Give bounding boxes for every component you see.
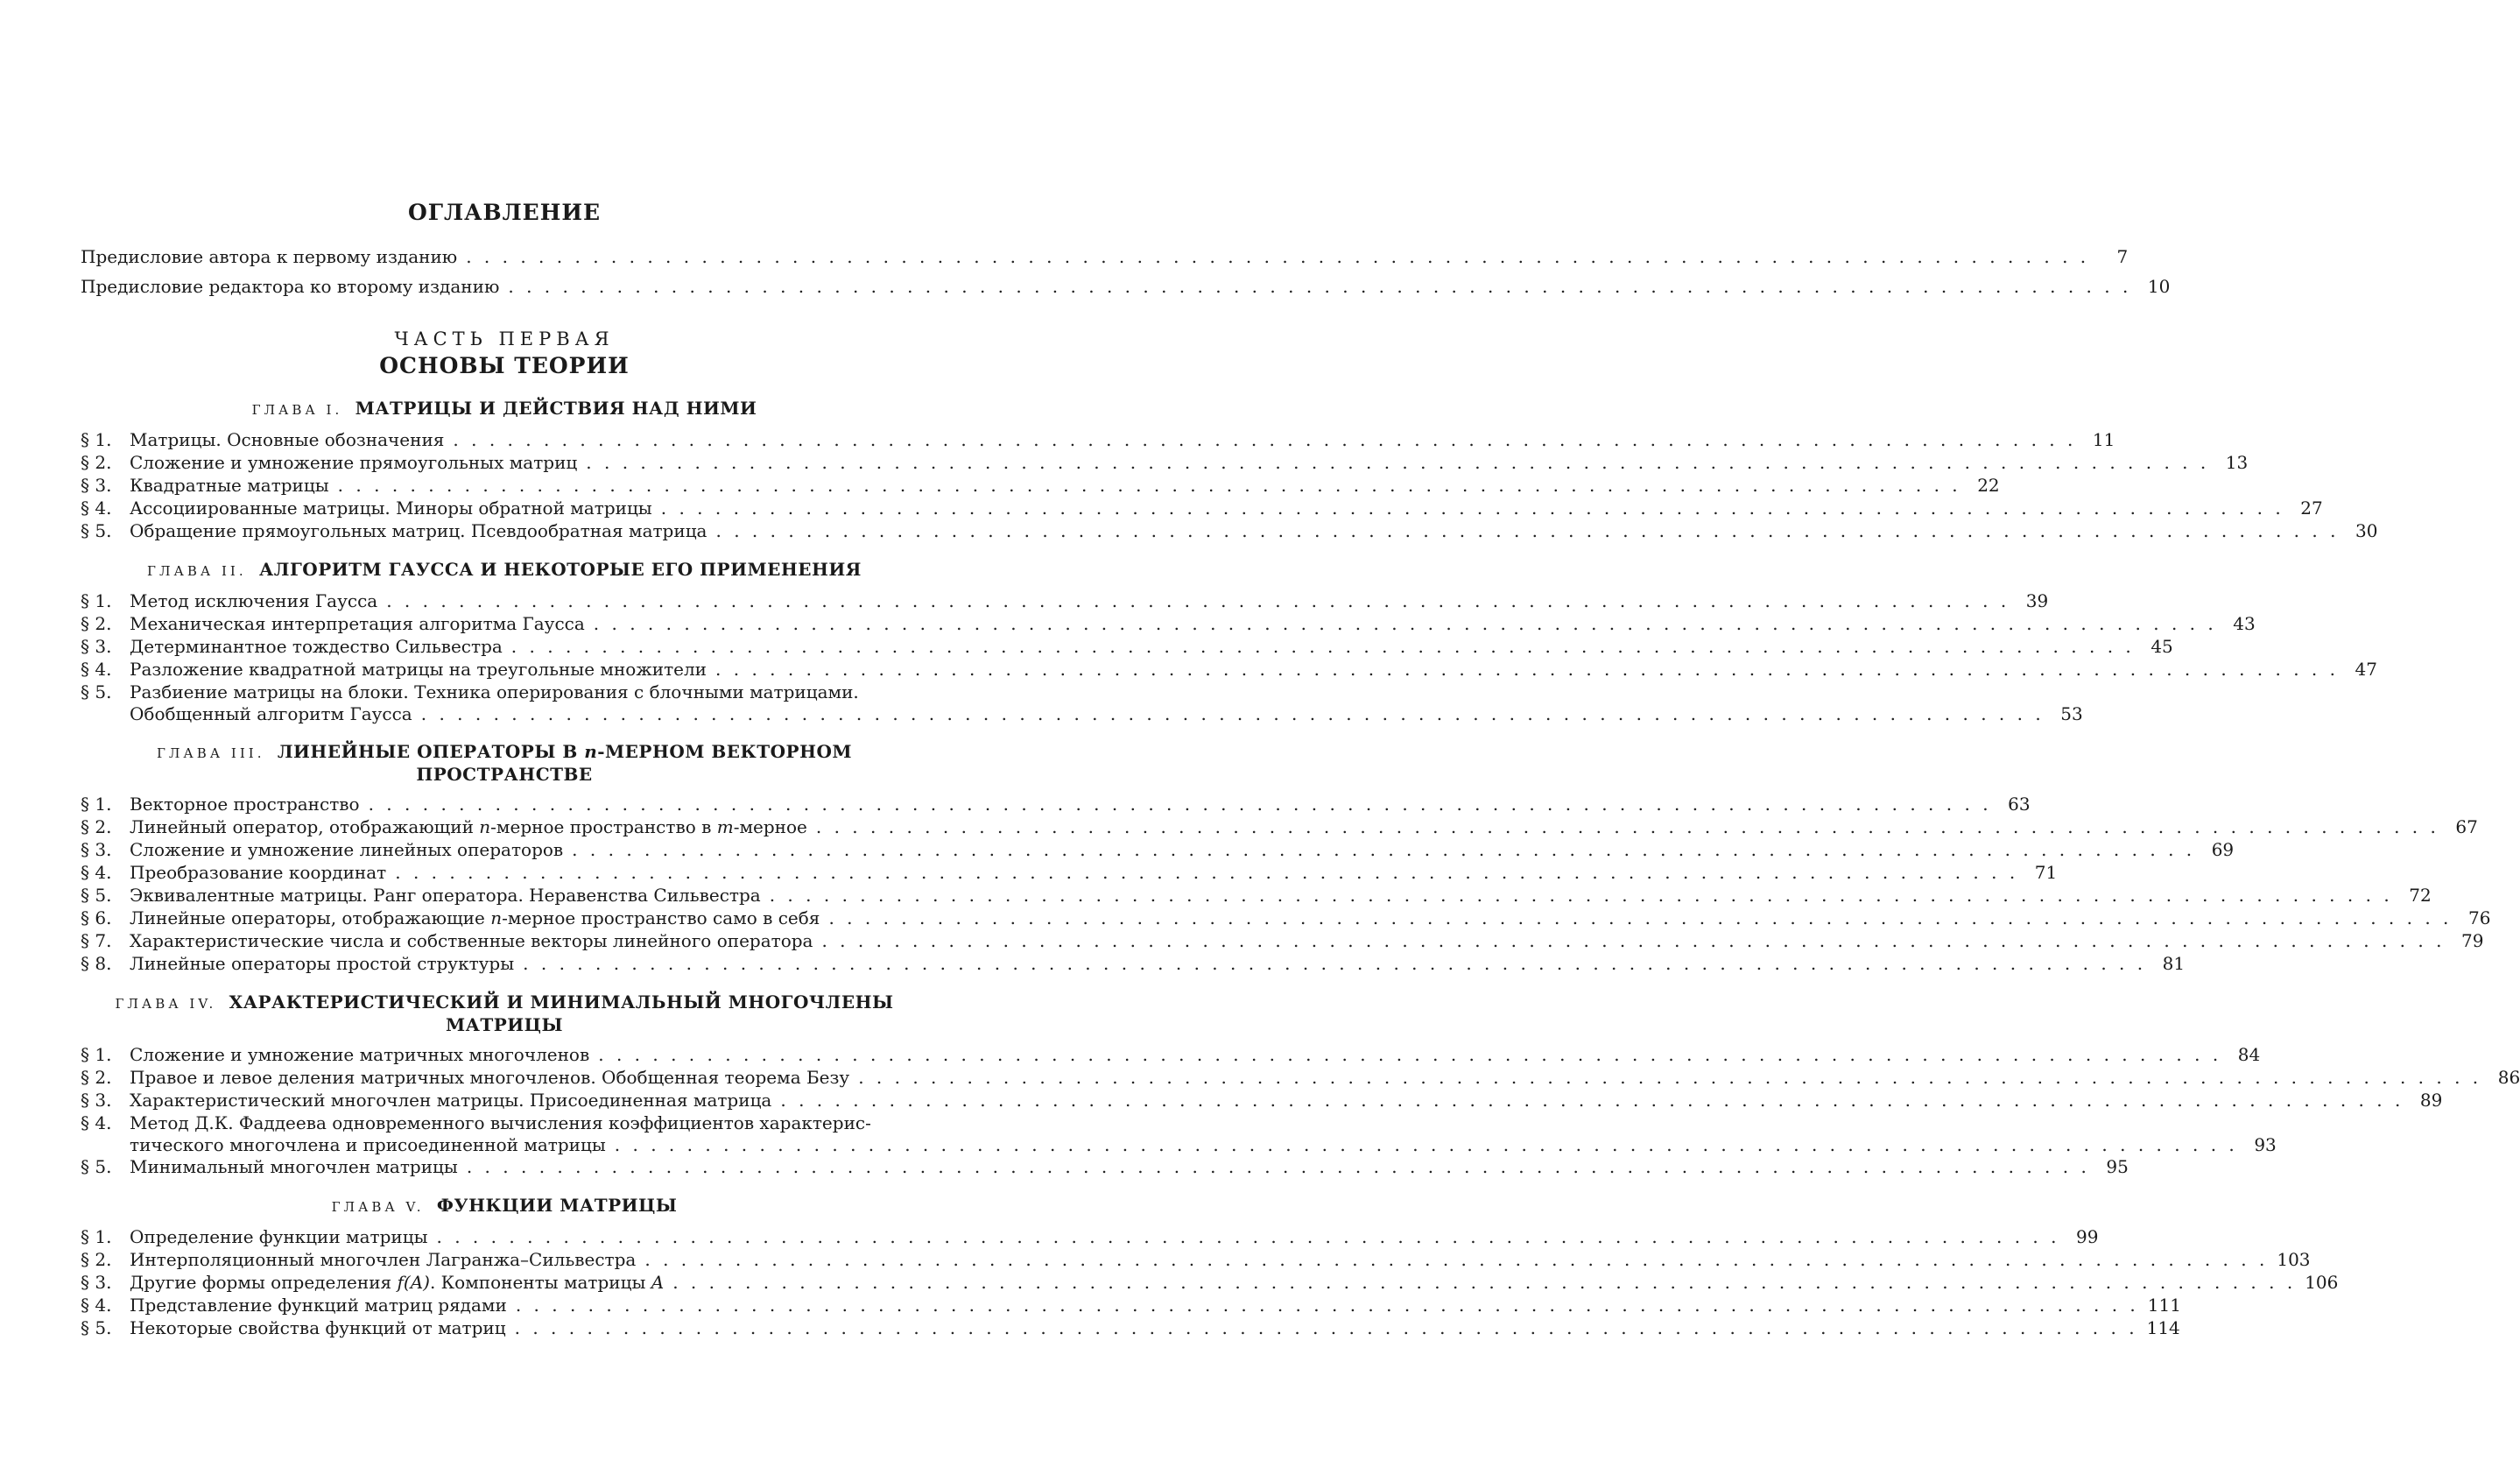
toc-entry[interactable] [81,816,2478,839]
leader-dots [466,246,2089,268]
leader-dots [672,1272,2296,1294]
leader-dots [816,816,2439,838]
entry-title: Метод Д.К. Фаддеева одновременного вычисления коэффициентов характерис- [130,1112,871,1133]
entry-title [130,816,807,838]
entry-title [130,907,820,929]
section-number: § 5. [81,1317,112,1338]
leader-dots [453,429,2076,451]
toc-entry[interactable] [81,475,2000,498]
page-number: 99 [2076,1226,2099,1247]
leader-dots [615,1134,2238,1156]
chapter-title [278,741,852,762]
page-number: 43 [2233,613,2256,634]
part-kicker: ЧАСТЬ ПЕРВАЯ [394,328,615,349]
toc-entry[interactable] [81,907,2491,930]
leader-dots [770,885,2393,907]
leader-dots [508,276,2131,298]
section-number: § 8. [81,953,112,974]
leader-dots [715,520,2339,542]
leader-dots [572,839,2195,861]
toc-entry[interactable] [81,1272,2339,1295]
page-number: 86 [2497,1067,2520,1088]
entry-title: Детерминантное тождество Сильвестра [130,636,503,657]
entry-title: Механическая интерпретация алгоритма Гаусса [130,613,585,634]
page-number: 89 [2419,1090,2443,1111]
section-number: § 5. [81,520,112,541]
entry-title: Сложение и умножение прямоугольных матриц [130,452,578,473]
entry-title: Характеристические числа и собственные векторы линейного оператора [130,930,813,951]
entry-title: Преобразование координат [130,862,387,883]
section-number: § 3. [81,1272,112,1293]
page-number: 93 [2254,1134,2277,1155]
page-number: 81 [2162,953,2186,974]
chapter-heading-4 [81,992,928,1035]
section-number: § 2. [81,816,112,837]
chapter-heading-2 [81,559,928,582]
math-variable: n [479,816,491,837]
toc-entry[interactable] [81,839,2235,862]
leader-dots [661,498,2284,519]
page-number: 10 [2147,276,2171,297]
leader-dots [395,862,2018,884]
page-number: 67 [2455,816,2478,837]
math-variable: m [716,816,734,837]
section-number: § 5. [81,681,112,702]
leader-dots [516,1295,2139,1316]
page-number: 53 [2060,703,2083,724]
section-number: § 6. [81,907,112,928]
section-number: § 1. [81,1044,112,1065]
toc-entry[interactable] [81,862,2058,885]
toc-entry[interactable] [81,953,2186,976]
math-variable: n [584,741,598,762]
entry-title: Правое и левое деления матричных многочленов. Обобщенная теорема Безу [130,1067,850,1088]
toc-entry[interactable] [81,1249,2311,1272]
section-number: § 4. [81,862,112,883]
entry-title: Ассоциированные матрицы. Миноры обратной матрицы [130,498,652,519]
toc-entry[interactable] [81,1156,2129,1179]
chapter-kicker: ГЛАВА IV. [115,996,217,1012]
entry-title: Некоторые свойства функций от матриц [130,1317,506,1338]
toc-entry[interactable] [81,636,2173,659]
toc-entry[interactable] [81,613,2256,636]
leader-dots [598,1044,2221,1066]
entry-title-part: -мерное [733,816,807,837]
entry-title-continued: тического многочлена и присоединенной матрицы [130,1134,606,1155]
toc-entry[interactable] [81,1112,2277,1156]
chapter-kicker: ГЛАВА I. [251,402,343,418]
page-number: 103 [2277,1249,2311,1270]
entry-title: Векторное пространство [130,794,360,815]
entry-title [130,1272,664,1294]
part-title: ОСНОВЫ ТЕОРИИ [379,353,630,378]
section-number: § 1. [81,429,112,450]
section-number: § 3. [81,1090,112,1111]
entry-title: Разбиение матрицы на блоки. Техника оперирования с блочными матрицами. [130,681,859,702]
chapter-kicker: ГЛАВА II. [147,563,247,579]
leader-dots [338,475,1961,497]
toc-entry[interactable] [81,1226,2099,1249]
toc-entry[interactable] [81,659,2377,681]
page-number: 7 [2116,246,2129,267]
page-number: 30 [2355,520,2378,541]
entry-title: Сложение и умножение матричных многочленов [130,1044,590,1065]
section-number: § 3. [81,475,112,496]
section-number: § 5. [81,1156,112,1177]
chapter-title-part: -МЕРНОМ ВЕКТОРНОМ [597,741,853,762]
entry-title-continued: Обобщенный алгоритм Гаусса [130,703,412,724]
page-number: 13 [2225,452,2249,473]
section-number: § 5. [81,885,112,906]
toc-entry[interactable] [81,794,2031,816]
page-number: 76 [2467,907,2491,928]
section-number: § 1. [81,590,112,611]
chapter-title: МАТРИЦЫ И ДЕЙСТВИЯ НАД НИМИ [355,398,757,419]
entry-title-part: -мерное пространство само в себя [502,907,820,928]
page-number: 63 [2008,794,2031,815]
entry-title: Эквивалентные матрицы. Ранг оператора. Неравенства Сильвестра [130,885,761,906]
leader-dots [421,703,2045,725]
chapter-title-part: ЛИНЕЙНЫЕ ОПЕРАТОРЫ В [277,741,585,762]
page-number: 45 [2150,636,2173,657]
toc-entry[interactable] [81,1090,2443,1112]
chapter-title: ХАРАКТЕРИСТИЧЕСКИЙ И МИНИМАЛЬНЫЙ МНОГОЧЛЕНЫ [229,992,894,1013]
section-number: § 7. [81,930,112,951]
page-number: 79 [2461,930,2484,951]
leader-dots [780,1090,2404,1112]
leader-dots [511,636,2135,658]
leader-dots [369,794,1992,815]
table-of-contents [81,200,2520,1340]
chapter-title: ФУНКЦИИ МАТРИЦЫ [436,1195,678,1216]
chapter-kicker: ГЛАВА V. [331,1199,425,1215]
entry-title-part: Линейные операторы, отображающие [130,907,491,928]
leader-dots [594,613,2217,635]
leader-dots [437,1226,2060,1248]
entry-title: Матрицы. Основные обозначения [130,429,445,450]
entry-title-part: Другие формы определения [130,1272,398,1293]
section-number: § 2. [81,613,112,634]
toc-entry[interactable] [81,1067,2520,1090]
page-number: 72 [2409,885,2432,906]
chapter-title-line2: ПРОСТРАНСТВЕ [416,764,593,785]
page-number: 71 [2034,862,2058,883]
math-variable: A [651,1272,665,1293]
section-number: § 1. [81,794,112,815]
section-number: § 4. [81,1112,112,1133]
page-number: 11 [2092,429,2115,450]
entry-title: Интерполяционный многочлен Лагранжа–Сильвестра [130,1249,637,1270]
toc-entry[interactable] [81,1044,2261,1067]
leader-dots [515,1317,2138,1339]
toc-entry[interactable] [81,1295,2181,1317]
entry-title: Предисловие редактора ко второму изданию [81,276,500,297]
leader-dots [644,1249,2268,1271]
page-number: 84 [2237,1044,2261,1065]
page-number: 47 [2355,659,2377,680]
chapter-kicker: ГЛАВА III. [156,745,265,761]
toc-entry[interactable] [81,429,2115,452]
section-number: § 4. [81,659,112,680]
leader-dots [586,452,2209,474]
section-number: § 1. [81,1226,112,1247]
section-number: § 3. [81,839,112,860]
toc-entry[interactable] [81,590,2049,613]
toc-entry[interactable] [81,498,2323,520]
math-variable: f(A) [397,1272,430,1293]
leader-dots [523,953,2146,975]
entry-title: Представление функций матриц рядами [130,1295,507,1316]
toc-entry[interactable] [81,520,2378,543]
section-number: § 3. [81,636,112,657]
page-number: 69 [2211,839,2235,860]
leader-dots [821,930,2445,952]
section-number: § 2. [81,1067,112,1088]
page-number: 22 [1977,475,2000,496]
entry-title: Линейные операторы простой структуры [130,953,515,974]
entry-title: Определение функции матрицы [130,1226,428,1247]
page-number: 114 [2146,1317,2180,1338]
entry-title-part: . Компоненты матрицы [429,1272,651,1293]
entry-title: Обращение прямоугольных матриц. Псевдообратная матрица [130,520,707,541]
page-number: 27 [2300,498,2323,519]
math-variable: n [490,907,503,928]
entry-title: Метод исключения Гаусса [130,590,378,611]
chapter-heading-5 [81,1195,928,1217]
toc-entry[interactable] [81,1317,2180,1340]
leader-dots [858,1067,2481,1089]
chapter-heading-3 [81,741,928,785]
toc-entry[interactable] [81,452,2249,475]
entry-title: Характеристический многочлен матрицы. Присоединенная матрица [130,1090,772,1111]
chapter-title-line2: МАТРИЦЫ [445,1014,564,1035]
section-number: § 4. [81,498,112,519]
chapter-heading-1 [81,398,928,420]
entry-title-part: -мерное пространство в [490,816,717,837]
entry-title: Разложение квадратной матрицы на треугольные множители [130,659,707,680]
page-number: 111 [2147,1295,2181,1316]
entry-title: Минимальный многочлен матрицы [130,1156,458,1177]
leader-dots [828,907,2452,929]
toc-entry[interactable] [81,681,2083,725]
leader-dots [386,590,2010,612]
leader-dots [715,659,2339,681]
entry-title: Предисловие автора к первому изданию [81,246,458,267]
section-number: § 2. [81,1249,112,1270]
toc-title: ОГЛАВЛЕНИЕ [407,200,602,225]
toc-entry[interactable] [81,885,2432,907]
toc-entry-preface-editor[interactable] [81,276,2171,299]
page-number: 106 [2305,1272,2339,1293]
toc-entry[interactable] [81,930,2484,953]
section-number: § 2. [81,452,112,473]
toc-entry-preface-author[interactable] [81,246,2129,269]
entry-title: Сложение и умножение линейных операторов [130,839,564,860]
section-number: § 4. [81,1295,112,1316]
leader-dots [467,1156,2090,1178]
page-number: 95 [2106,1156,2129,1177]
page-number: 39 [2025,590,2049,611]
entry-title-part: Линейный оператор, отображающий [130,816,480,837]
entry-title: Квадратные матрицы [130,475,329,496]
chapter-title: АЛГОРИТМ ГАУССА И НЕКОТОРЫЕ ЕГО ПРИМЕНЕНИЯ [258,559,862,580]
